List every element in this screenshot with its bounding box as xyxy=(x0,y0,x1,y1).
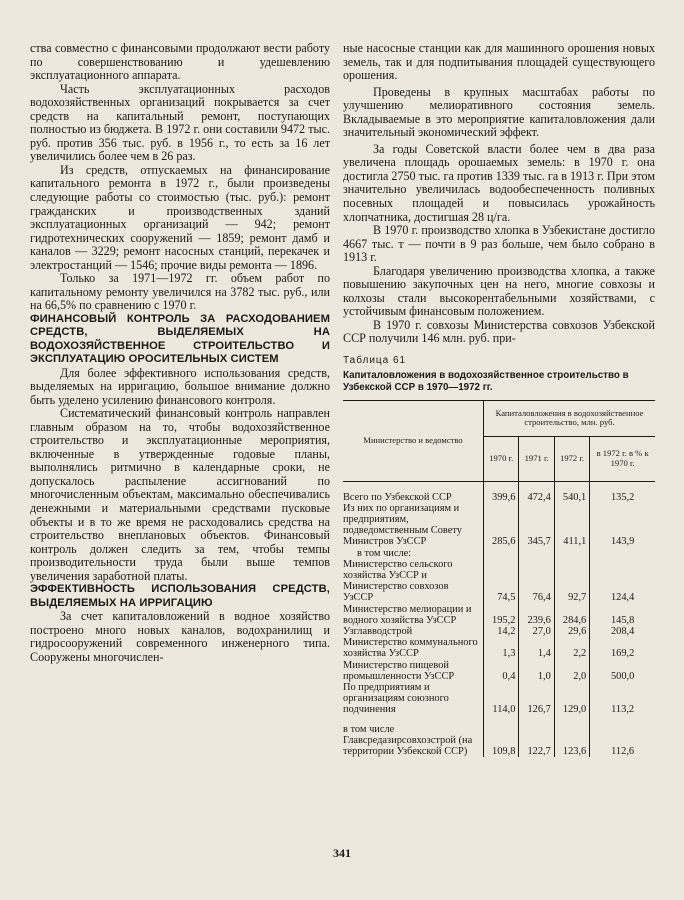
row-name: Узглавводстрой xyxy=(343,626,413,638)
table-row xyxy=(343,682,655,716)
value-1972: 540,1 xyxy=(554,481,589,503)
value-1972: 92,7 xyxy=(554,559,589,604)
header-percent: в 1972 г. в % к 1970 г. xyxy=(590,436,655,481)
paragraph: За счет капиталовложений в водное хозяйство построено много новых каналов, водохранилищ и гидросооружений современного инженерного типа. Сооружены многочислен- xyxy=(30,609,330,664)
left-column xyxy=(30,42,330,664)
value-1970: 114,0 xyxy=(484,682,519,716)
value-1972: 284,6 xyxy=(554,604,589,626)
value-1972: 2,0 xyxy=(554,660,589,682)
value-1970: 1,3 xyxy=(484,637,519,659)
value-1970: 399,6 xyxy=(484,481,519,503)
table-row xyxy=(343,660,655,682)
value-1970 xyxy=(484,548,519,559)
paragraph: Часть эксплуатационных расходов водохозяйственных организаций покрывается за счет средств на капитальный ремонт, поступающих полностью из бюджета. В 1972 г. они составили 9472 тыс. руб. против 356 тыс. руб. в 1956 г., то есть за 16 лет увеличились более чем в 26 раз. xyxy=(30,81,330,164)
value-1972: 123,6 xyxy=(554,716,589,758)
value-1972: 129,0 xyxy=(554,682,589,716)
paragraph: ства совместно с финансовыми продолжают вести работу по совершенствованию и удешевлению эксплуатационного аппарата. xyxy=(30,41,330,83)
header-1970: 1970 г. xyxy=(484,436,519,481)
paragraph: Из средств, отпускаемых на финансирование капитального ремонта в 1972 г., были произведены следующие работы со стоимостью (тыс. руб.): ремонт гражданских и производственных зданий эксплуатационных организаций — 942; ремонт гидротехнических сооружений — 1859; ремонт дамб и каналов — 3229; ремонт насосных станций, перекачек и электростанций — 1546; прочие виды ремонта — 1896. xyxy=(30,162,330,272)
row-name: Министерство сельского хозяйства УзССР и Министерство совхозов УзССР xyxy=(343,558,453,604)
investment-table xyxy=(343,400,655,758)
value-1971: 76,4 xyxy=(519,559,554,604)
row-name: Министерство мелиорации и водного хозяйства УзССР xyxy=(343,603,472,626)
header-ministry: Министерство и ведомство xyxy=(343,400,484,481)
table-row xyxy=(343,481,655,503)
value-1971: 27,0 xyxy=(519,626,554,637)
header-1972: 1972 г. xyxy=(554,436,589,481)
value-1970: 109,8 xyxy=(484,716,519,758)
row-name: По предприятиям и организациям союзного подчинения xyxy=(343,682,449,716)
value-percent: 143,9 xyxy=(590,503,655,548)
value-percent: 135,2 xyxy=(590,481,655,503)
paragraph: В 1970 г. совхозы Министерства совхозов Узбекской ССР получили 146 млн. руб. при- xyxy=(343,317,655,346)
value-percent xyxy=(590,548,655,559)
value-1970: 14,2 xyxy=(484,626,519,637)
table-row xyxy=(343,716,655,758)
paragraph: Для более эффективного использования средств, выделяемых на ирригацию, большое внимание должно быть уделено усилению финансового контроля. xyxy=(30,365,330,407)
value-percent: 208,4 xyxy=(590,626,655,637)
page-number: 341 xyxy=(333,846,351,860)
value-percent: 169,2 xyxy=(590,637,655,659)
row-name: Всего по Узбекской ССР xyxy=(343,491,452,503)
value-1971: 239,6 xyxy=(519,604,554,626)
table-caption: Капиталовложения в водохозяйственное строительство в Узбекской ССР в 1970—1972 гг. xyxy=(343,369,629,393)
value-1971: 345,7 xyxy=(519,503,554,548)
header-1971: 1971 г. xyxy=(519,436,554,481)
value-1971: 1,4 xyxy=(519,637,554,659)
section-heading: ЭФФЕКТИВНОСТЬ ИСПОЛЬЗОВАНИЯ СРЕДСТВ, ВЫДЕЛЯЕМЫХ НА ИРРИГАЦИЮ xyxy=(30,583,330,609)
section-heading: ФИНАНСОВЫЙ КОНТРОЛЬ ЗА РАСХОДОВАНИЕМ СРЕДСТВ, ВЫДЕЛЯЕМЫХ НА ВОДОХОЗЯЙСТВЕННОЕ СТРОИТЕЛЬСТВО И ЭКСПЛУАТАЦИЮ ОРОСИТЕЛЬНЫХ СИСТЕМ xyxy=(30,312,330,366)
paragraph: Систематический финансовый контроль направлен главным образом на то, чтобы водохозяйственное строительство и эксплуатационные мероприятия, включенные в утвержденные годовые планы, выполнялись ритмично в календарные сроки, не допускалось распыление ассигнований по многочисленным объектам, максимально обеспечивались денежными и материальными средствами пусковые объекты и в то же время не расходовались средства на строительство внеплановых объектов. Финансовый контроль должен следить за тем, чтобы темпы производительности труда были выше темпов увеличения заработной платы. xyxy=(30,406,330,583)
header-investments: Капиталовложения в водохозяйственное строительство, млн. руб. xyxy=(484,400,656,436)
value-1972: 2,2 xyxy=(554,637,589,659)
value-1972 xyxy=(554,548,589,559)
value-1970: 285,6 xyxy=(484,503,519,548)
value-1972: 29,6 xyxy=(554,626,589,637)
table-number: Таблица 61 xyxy=(343,355,407,367)
value-percent: 113,2 xyxy=(590,682,655,716)
paragraph: Только за 1971—1972 гг. объем работ по капитальному ремонту увеличился на 3782 тыс. руб., или на 66,5% по сравнению с 1970 г. xyxy=(30,271,330,313)
table-row xyxy=(343,559,655,604)
value-1971 xyxy=(519,548,554,559)
table-row xyxy=(343,626,655,637)
paragraph: ные насосные станции как для машинного орошения новых земель, так и для подпитывания площадей существующего орошения. xyxy=(343,41,655,83)
value-percent: 145,8 xyxy=(590,604,655,626)
value-1971: 472,4 xyxy=(519,481,554,503)
value-1970: 195,2 xyxy=(484,604,519,626)
value-percent: 124,4 xyxy=(590,559,655,604)
value-1971: 126,7 xyxy=(519,682,554,716)
value-1972: 411,1 xyxy=(554,503,589,548)
row-name: Министерство коммунального хозяйства УзССР xyxy=(343,637,478,660)
value-percent: 500,0 xyxy=(590,660,655,682)
right-column xyxy=(343,42,655,757)
table-row xyxy=(343,604,655,626)
row-name: в том числе: xyxy=(357,547,412,559)
paragraph: Проведены в крупных масштабах работы по улучшению мелиоративного состояния земель. Вкладываемые в это мероприятие капиталовложения дали значительный экономический эффект. xyxy=(343,84,655,140)
paragraph: Благодаря увеличению производства хлопка, а также повышению закупочных цен на него, многие совхозы и колхозы стали высокорентабельными хозяйствами, с устойчивым финансовым положением. xyxy=(343,263,655,319)
paragraph: За годы Советской власти более чем в два раза увеличена площадь орошаемых земель: в 1970 г. она достигла 2750 тыс. га против 1339 тыс. га в 1913 г. При этом значительно увеличилась водообеспеченность поливных посевных площадей и повысилась урожайность хлопчатника, достигшая 28 ц/га. xyxy=(343,141,655,224)
table-row xyxy=(343,637,655,659)
paragraph: В 1970 г. производство хлопка в Узбекистане достигло 4667 тыс. т — почти в 9 раз больше, чем было собрано в 1913 г. xyxy=(343,223,655,265)
value-percent: 112,6 xyxy=(590,716,655,758)
table-row xyxy=(343,503,655,548)
row-name: Из них по организациям и предприятиям, подведомственным Совету Министров УзССР xyxy=(343,502,462,548)
value-1970: 74,5 xyxy=(484,559,519,604)
value-1971: 1,0 xyxy=(519,660,554,682)
value-1971: 122,7 xyxy=(519,716,554,758)
row-name: Министерство пищевой промышленности УзССР xyxy=(343,659,455,682)
row-name: в том числе Главсредазирсовхозстрой (на территории Узбекской ССР) xyxy=(343,723,473,758)
table-row xyxy=(343,548,655,559)
value-1970: 0,4 xyxy=(484,660,519,682)
